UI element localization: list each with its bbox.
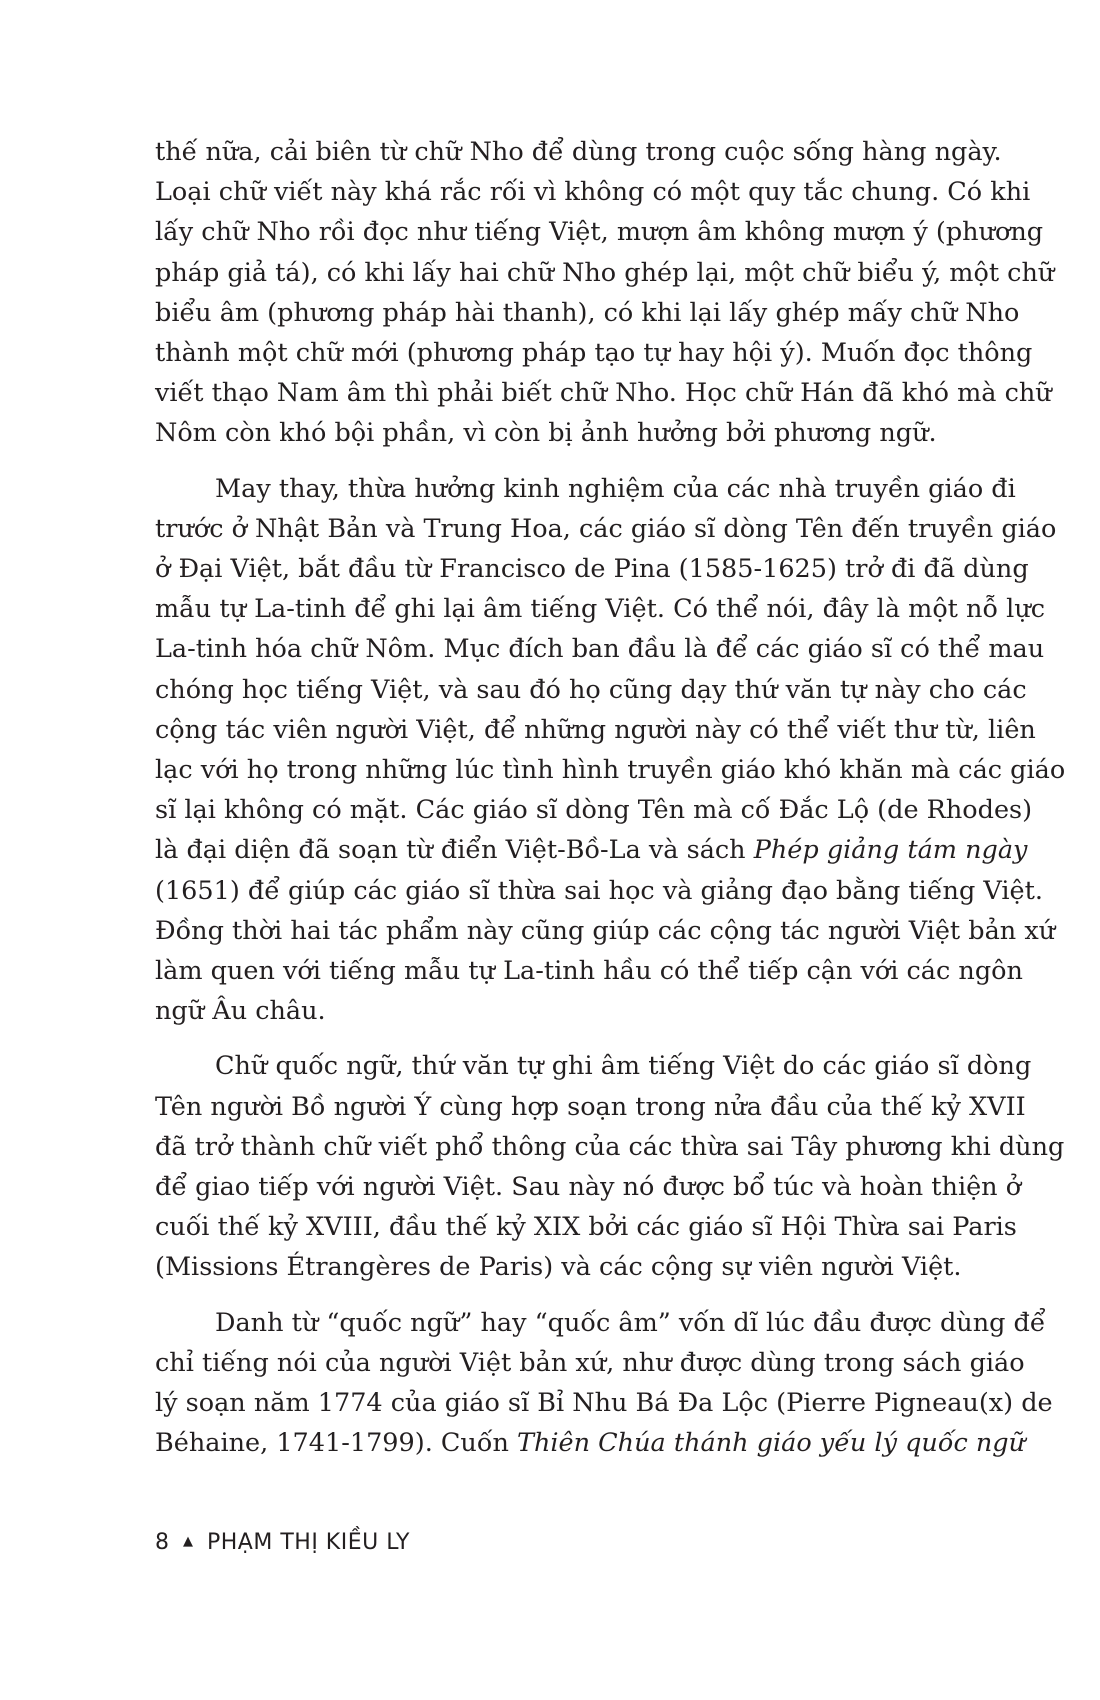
text-line: Danh từ “quốc ngữ” hay “quốc âm” vốn dĩ lúc đầu được dùng để [215, 1307, 1046, 1338]
text-line: chóng học tiếng Việt, và sau đó họ cũng dạy thứ văn tự này cho các [155, 674, 1027, 705]
running-footer-author: PHẠM THỊ KIỀU LY [207, 1530, 410, 1555]
text-line: trước ở Nhật Bản và Trung Hoa, các giáo sĩ dòng Tên đến truyền giáo [155, 513, 1057, 544]
text-line: Nôm còn khó bội phần, vì còn bị ảnh hưởng bởi phương ngữ. [155, 418, 937, 449]
page-footer [155, 1530, 410, 1555]
book-title-italic: Phép giảng tám ngày [753, 835, 1028, 866]
text-line: chỉ tiếng nói của người Việt bản xứ, như được dùng trong sách giáo [155, 1347, 1025, 1378]
text-line: thành một chữ mới (phương pháp tạo tự hay hội ý). Muốn đọc thông [155, 338, 1033, 369]
text-line: cộng tác viên người Việt, để những người này có thể viết thư từ, liên [155, 714, 1036, 745]
text-line: (1651) để giúp các giáo sĩ thừa sai học và giảng đạo bằng tiếng Việt. [155, 875, 1043, 906]
text-line: ở Đại Việt, bắt đầu từ Francisco de Pina (1585-1625) trở đi đã dùng [155, 554, 1029, 585]
text-line: viết thạo Nam âm thì phải biết chữ Nho. Học chữ Hán đã khó mà chữ [155, 378, 1052, 409]
paragraph-1 [155, 132, 1055, 454]
text-line: (Missions Étrangères de Paris) và các cộng sự viên người Việt. [155, 1252, 962, 1283]
text-line [155, 1423, 1026, 1463]
book-title-italic: Thiên Chúa thánh giáo yếu lý quốc ngữ [516, 1428, 1026, 1459]
text-segment: Béhaine, 1741-1799). Cuốn [155, 1428, 517, 1459]
paragraph-3 [155, 1046, 1065, 1287]
text-line: Đồng thời hai tác phẩm này cũng giúp các cộng tác người Việt bản xứ [155, 915, 1056, 946]
page-number: 8 [155, 1530, 169, 1555]
text-line: lý soạn năm 1774 của giáo sĩ Bỉ Nhu Bá Đa Lộc (Pierre Pigneau(x) de [155, 1388, 1053, 1419]
triangle-separator-icon: ▲ [183, 1534, 193, 1549]
text-segment: là đại diện đã soạn từ điển Việt-Bồ-La và sách [155, 835, 754, 866]
text-line [155, 830, 1028, 870]
paragraph-4 [155, 1303, 1053, 1464]
text-line: May thay, thừa hưởng kinh nghiệm của các nhà truyền giáo đi [215, 473, 1016, 504]
text-line: làm quen với tiếng mẫu tự La-tinh hầu có thể tiếp cận với các ngôn [155, 956, 1023, 987]
text-line: lạc với họ trong những lúc tình hình truyền giáo khó khăn mà các giáo [155, 755, 1066, 786]
text-line: mẫu tự La-tinh để ghi lại âm tiếng Việt. Có thể nói, đây là một nỗ lực [155, 594, 1046, 625]
text-line: Loại chữ viết này khá rắc rối vì không có một quy tắc chung. Có khi [155, 177, 1031, 208]
text-line: Tên người Bồ người Ý cùng hợp soạn trong nửa đầu của thế kỷ XVII [155, 1091, 1026, 1122]
text-line: ngữ Âu châu. [155, 996, 326, 1027]
text-line: cuối thế kỷ XVIII, đầu thế kỷ XIX bởi các giáo sĩ Hội Thừa sai Paris [155, 1212, 1017, 1243]
text-line: Chữ quốc ngữ, thứ văn tự ghi âm tiếng Việt do các giáo sĩ dòng [215, 1051, 1032, 1082]
text-line: thế nữa, cải biên từ chữ Nho để dùng trong cuộc sống hàng ngày. [155, 137, 1002, 167]
text-line: đã trở thành chữ viết phổ thông của các thừa sai Tây phương khi dùng [155, 1131, 1065, 1162]
text-line: lấy chữ Nho rồi đọc như tiếng Việt, mượn âm không mượn ý (phương [155, 217, 1044, 248]
paragraph-2 [155, 469, 1066, 1032]
text-line: La-tinh hóa chữ Nôm. Mục đích ban đầu là để các giáo sĩ có thể mau [155, 634, 1045, 665]
body-text [155, 132, 1066, 1479]
text-line: biểu âm (phương pháp hài thanh), có khi lại lấy ghép mấy chữ Nho [155, 297, 1020, 328]
text-line: sĩ lại không có mặt. Các giáo sĩ dòng Tên mà cố Đắc Lộ (de Rhodes) [155, 795, 1033, 826]
text-line: pháp giả tá), có khi lấy hai chữ Nho ghép lại, một chữ biểu ý, một chữ [155, 257, 1055, 288]
text-line: để giao tiếp với người Việt. Sau này nó được bổ túc và hoàn thiện ở [155, 1172, 1022, 1203]
